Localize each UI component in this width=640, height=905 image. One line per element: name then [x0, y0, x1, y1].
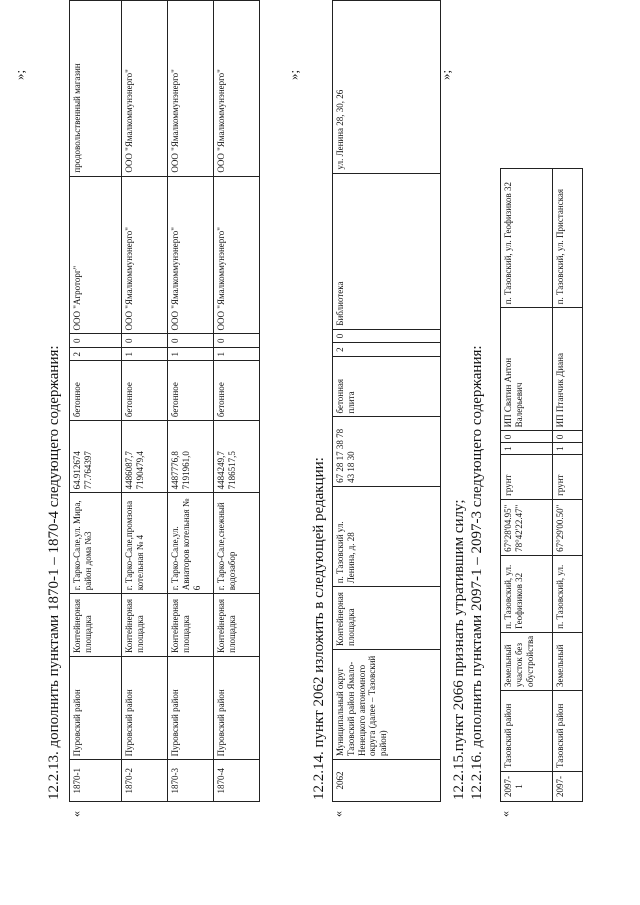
- zero-cell: 0: [553, 431, 583, 443]
- table-row: [333, 1, 441, 802]
- district-cell: Пуровский район: [122, 656, 168, 760]
- site-type-cell: Контейнерная площадка: [122, 594, 168, 657]
- owner-cell: Библиотека: [333, 173, 441, 329]
- surface-cell: бетонное: [214, 361, 260, 421]
- district-cell: Тазовский район: [553, 691, 583, 772]
- count-cell: 2: [333, 343, 441, 357]
- address-cell: г. Тарко-Сале,снежный водозабор: [214, 493, 260, 594]
- count-cell: 1: [122, 347, 168, 361]
- address-cell: п. Тазовский ул. Ленина, д. 28: [333, 486, 441, 586]
- site-type-cell: Контейнерная площадка: [168, 594, 214, 657]
- zero-cell: 0: [333, 329, 441, 343]
- surface-cell: бетонное: [70, 361, 122, 421]
- waste-source-cell: п. Тазовский, ул. Пристанская: [553, 169, 583, 308]
- address-cell: г. Тарко-Сале,промзона котельная № 4: [122, 493, 168, 594]
- district-cell: Пуровский район: [70, 656, 122, 760]
- coordinates-cell: 67 28 17 38 78 43 18 30: [333, 417, 441, 486]
- coordinates-cell: 67°28'04.95" 78°42'22.47": [501, 499, 553, 555]
- owner-cell: ООО "Агроторг": [70, 176, 122, 334]
- owner-cell: ООО "Ямалкоммунэнерго": [122, 176, 168, 334]
- row-number: 1870-4: [214, 760, 260, 802]
- district-cell: Пуровский район: [168, 656, 214, 760]
- site-type-cell: Земельный участок без обустройства: [501, 632, 553, 690]
- sites-table-1870: [69, 0, 260, 802]
- table-row: [70, 1, 122, 802]
- waste-source-cell: продовольственный магазин: [70, 1, 122, 177]
- address-cell: г. Тарко-Сале,ул. Мира, район дома №3: [70, 493, 122, 594]
- table-row: [553, 169, 583, 802]
- table-row: [122, 1, 168, 802]
- count-cell: 1: [501, 443, 553, 455]
- table-row: [501, 169, 553, 802]
- opening-quote-mark: «: [69, 811, 83, 817]
- sites-table-2062: [332, 0, 441, 802]
- waste-source-cell: ООО "Ямалкоммунэнерго": [168, 1, 214, 177]
- zero-cell: 0: [70, 334, 122, 348]
- coordinates-cell: 4484249,7 7186517,5: [214, 421, 260, 493]
- closing-quote-mark: »;: [12, 69, 27, 80]
- table-row: [168, 1, 214, 802]
- waste-source-cell: ООО "Ямалкоммунэнерго": [122, 1, 168, 177]
- waste-source-cell: ул. Ленина 28, 30, 26: [333, 1, 441, 174]
- section-heading-12-2-15: 12.2.15.пункт 2066 признать утратившим силу;: [451, 499, 467, 800]
- site-type-cell: Контейнерная площадка: [70, 594, 122, 657]
- waste-source-cell: ООО "Ямалкоммунэнерго": [214, 1, 260, 177]
- site-type-cell: Земельный: [553, 632, 583, 690]
- row-number: 2062: [333, 760, 441, 802]
- count-cell: 2: [70, 347, 122, 361]
- site-type-cell: Контейнерная площадка: [214, 594, 260, 657]
- row-number: 1870-1: [70, 760, 122, 802]
- owner-cell: ИП Птанчик Диана: [553, 308, 583, 431]
- district-cell: Тазовский район: [501, 691, 553, 772]
- closing-quote-mark: »;: [286, 69, 301, 80]
- district-cell: Пуровский район: [214, 656, 260, 760]
- surface-cell: бетонное: [122, 361, 168, 421]
- surface-cell: грунт: [501, 454, 553, 499]
- section-heading-12-2-14: 12.2.14. пункт 2062 изложить в следующей редакции:: [311, 457, 327, 800]
- closing-quote-mark: »;: [438, 69, 453, 80]
- row-number: 1870-2: [122, 760, 168, 802]
- zero-cell: 0: [501, 431, 553, 443]
- sites-table-2097: [500, 168, 583, 802]
- surface-cell: бетонное: [168, 361, 214, 421]
- address-cell: п. Тазовский, ул. Геофизиков 32: [501, 555, 553, 632]
- section-heading-12-2-13: 12.2.13. дополнить пунктами 1870-1 – 1870-4 следующего содержания:: [46, 345, 62, 800]
- coordinates-cell: 67°29'00.50": [553, 499, 583, 555]
- zero-cell: 0: [168, 334, 214, 348]
- surface-cell: бетонная плита: [333, 356, 441, 417]
- owner-cell: ООО "Ямалкоммунэнерго": [168, 176, 214, 334]
- surface-cell: грунт: [553, 454, 583, 499]
- coordinates-cell: 64.912674 77.764397: [70, 421, 122, 493]
- opening-quote-mark: «: [498, 811, 512, 817]
- coordinates-cell: 4487776,8 7191961,0: [168, 421, 214, 493]
- count-cell: 1: [214, 347, 260, 361]
- zero-cell: 0: [122, 334, 168, 348]
- address-cell: п. Тазовский, ул.: [553, 555, 583, 632]
- district-cell: Муниципальный округ Тазовский район Ямало-Ненецкого автономного округа (далее – Тазовский район): [333, 649, 441, 759]
- opening-quote-mark: «: [331, 811, 345, 817]
- waste-source-cell: п. Тазовский, ул. Геофизиков 32: [501, 169, 553, 308]
- table-row: [214, 1, 260, 802]
- zero-cell: 0: [214, 334, 260, 348]
- row-number: 2097-: [553, 772, 583, 802]
- row-number: 1870-3: [168, 760, 214, 802]
- row-number: 2097-1: [501, 772, 553, 802]
- coordinates-cell: 4486087,7 7190479,4: [122, 421, 168, 493]
- count-cell: 1: [553, 443, 583, 455]
- address-cell: г. Тарко-Сале,ул. Авиаторов котельная № 6: [168, 493, 214, 594]
- site-type-cell: Контейнерная площадка: [333, 587, 441, 650]
- owner-cell: ИП Сватин Антон Валерьевич: [501, 308, 553, 431]
- owner-cell: ООО "Ямалкоммунэнерго": [214, 176, 260, 334]
- count-cell: 1: [168, 347, 214, 361]
- section-heading-12-2-16: 12.2.16. дополнить пунктами 2097-1 – 2097-3 следующего содержания:: [469, 345, 485, 800]
